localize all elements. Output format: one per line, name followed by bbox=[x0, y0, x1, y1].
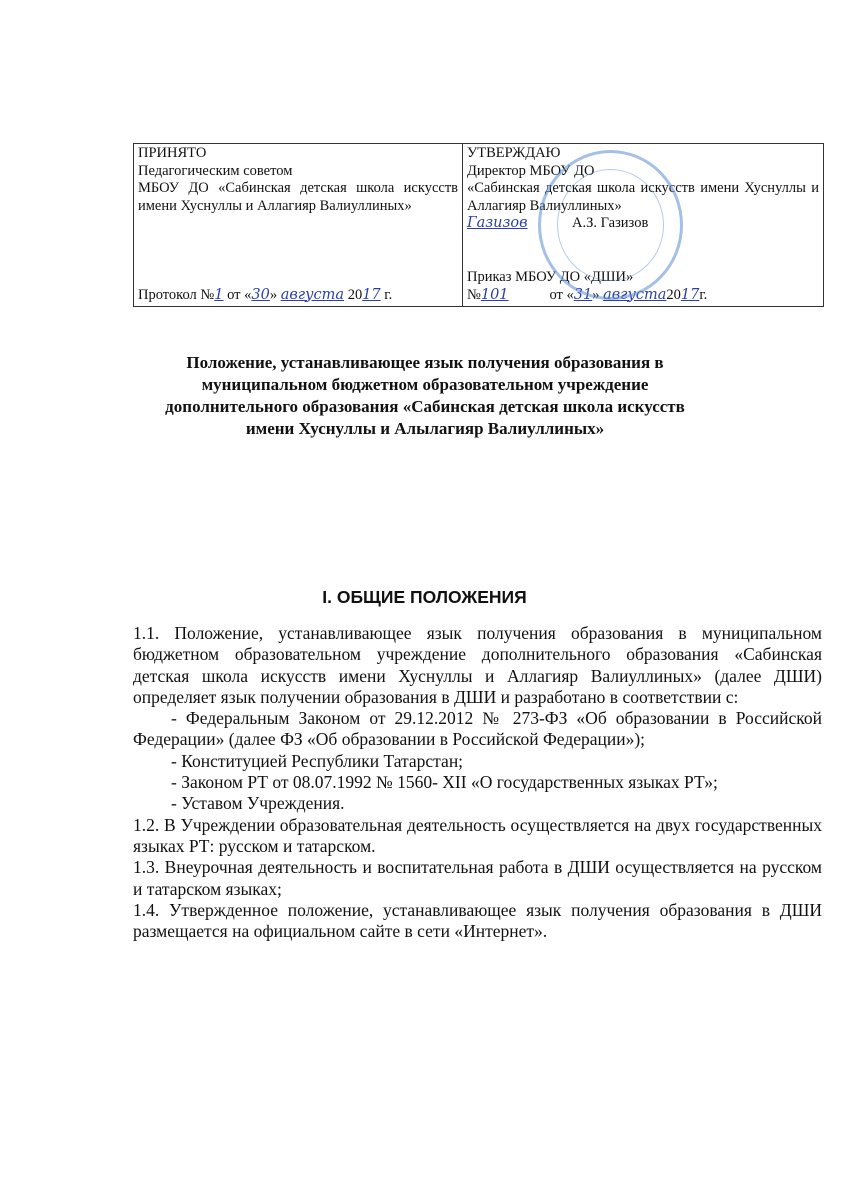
from-label: от « bbox=[549, 286, 574, 303]
protocol-day: 30 bbox=[251, 286, 270, 303]
paragraph: 1.4. Утвержденное положение, устанавливающее язык получения образования в ДШИ размещается на официальном сайте в сети «Интернет». bbox=[133, 899, 822, 942]
year-suffix: 17 bbox=[680, 286, 700, 303]
paragraph: 1.2. В Учреждении образовательная деятельность осуществляется на двух государственных языках РТ: русском и татарском. bbox=[133, 814, 822, 856]
document-body bbox=[133, 623, 822, 942]
seal-stamp bbox=[538, 150, 683, 300]
director-line: Директор МБОУ ДО bbox=[467, 162, 595, 179]
protocol-line bbox=[138, 287, 458, 305]
order-month: августа bbox=[603, 286, 667, 303]
year-suffix: 17 bbox=[362, 286, 381, 303]
paragraph: 1.3. Внеурочная деятельность и воспитательная работа в ДШИ осуществляется на русском и татарском языках; bbox=[133, 857, 822, 899]
paragraph: - Конституцией Республики Татарстан; bbox=[171, 750, 464, 771]
quote-close: » bbox=[269, 286, 278, 303]
protocol-month: августа bbox=[280, 286, 345, 303]
paragraph: - Уставом Учреждения. bbox=[171, 793, 345, 814]
paragraph: 1.1. Положение, устанавливающее язык получения образования в муниципальном бюджетном образовательном учреждение дополнительного образования «Сабинская детская школа искусств имени Хуснуллы и Аллагияр Валиуллиных» (далее ДШИ) определяет язык получении образования в ДШИ и разработано в соответствии с: bbox=[133, 623, 822, 707]
accepted-heading: ПРИНЯТО bbox=[138, 145, 207, 161]
signature: Газизов bbox=[467, 215, 528, 231]
accepted-block bbox=[134, 144, 463, 306]
signer-name: А.З. Газизов bbox=[572, 215, 649, 231]
year-abbr: г. bbox=[699, 286, 708, 303]
document-title: Положение, устанавливающее язык получения образования в муниципальном бюджетном образовательном учреждение дополнительного образования «Сабинская детская школа искусств имени Хуснуллы и Алылагияр Валиуллиных» bbox=[165, 353, 685, 438]
approval-table bbox=[133, 143, 824, 307]
paragraph: - Федеральным Законом от 29.12.2012 № 273-ФЗ «Об образовании в Российской Федерации» (далее ФЗ «Об образовании в Российской Федерации»); bbox=[133, 708, 822, 750]
order-day: 31 bbox=[573, 286, 593, 303]
section-heading: I. ОБЩИЕ ПОЛОЖЕНИЯ bbox=[322, 587, 527, 607]
year-abbr: г. bbox=[384, 286, 393, 303]
approved-heading: УТВЕРЖДАЮ bbox=[467, 145, 561, 161]
year-prefix: 20 bbox=[666, 286, 681, 303]
protocol-label: Протокол № bbox=[138, 286, 215, 303]
quote-close: » bbox=[592, 286, 600, 303]
order-line: Приказ МБОУ ДО «ДШИ» bbox=[467, 268, 634, 285]
org-name: «Сабинская детская школа искусств имени Хуснуллы и Аллагияр Валиуллиных» bbox=[467, 180, 819, 214]
org-name: МБОУ ДО «Сабинская детская школа искусств имени Хуснуллы и Аллагияр Валиуллиных» bbox=[138, 180, 458, 214]
number-sign: № bbox=[467, 286, 481, 303]
order-number: 101 bbox=[480, 286, 509, 303]
protocol-number: 1 bbox=[214, 286, 224, 303]
year-prefix: 20 bbox=[347, 286, 363, 303]
paragraph: - Законом РТ от 08.07.1992 № 1560- XII «О государственных языках РТ»; bbox=[171, 772, 718, 793]
council-line: Педагогическим советом bbox=[138, 162, 293, 179]
from-label: от « bbox=[227, 286, 252, 303]
